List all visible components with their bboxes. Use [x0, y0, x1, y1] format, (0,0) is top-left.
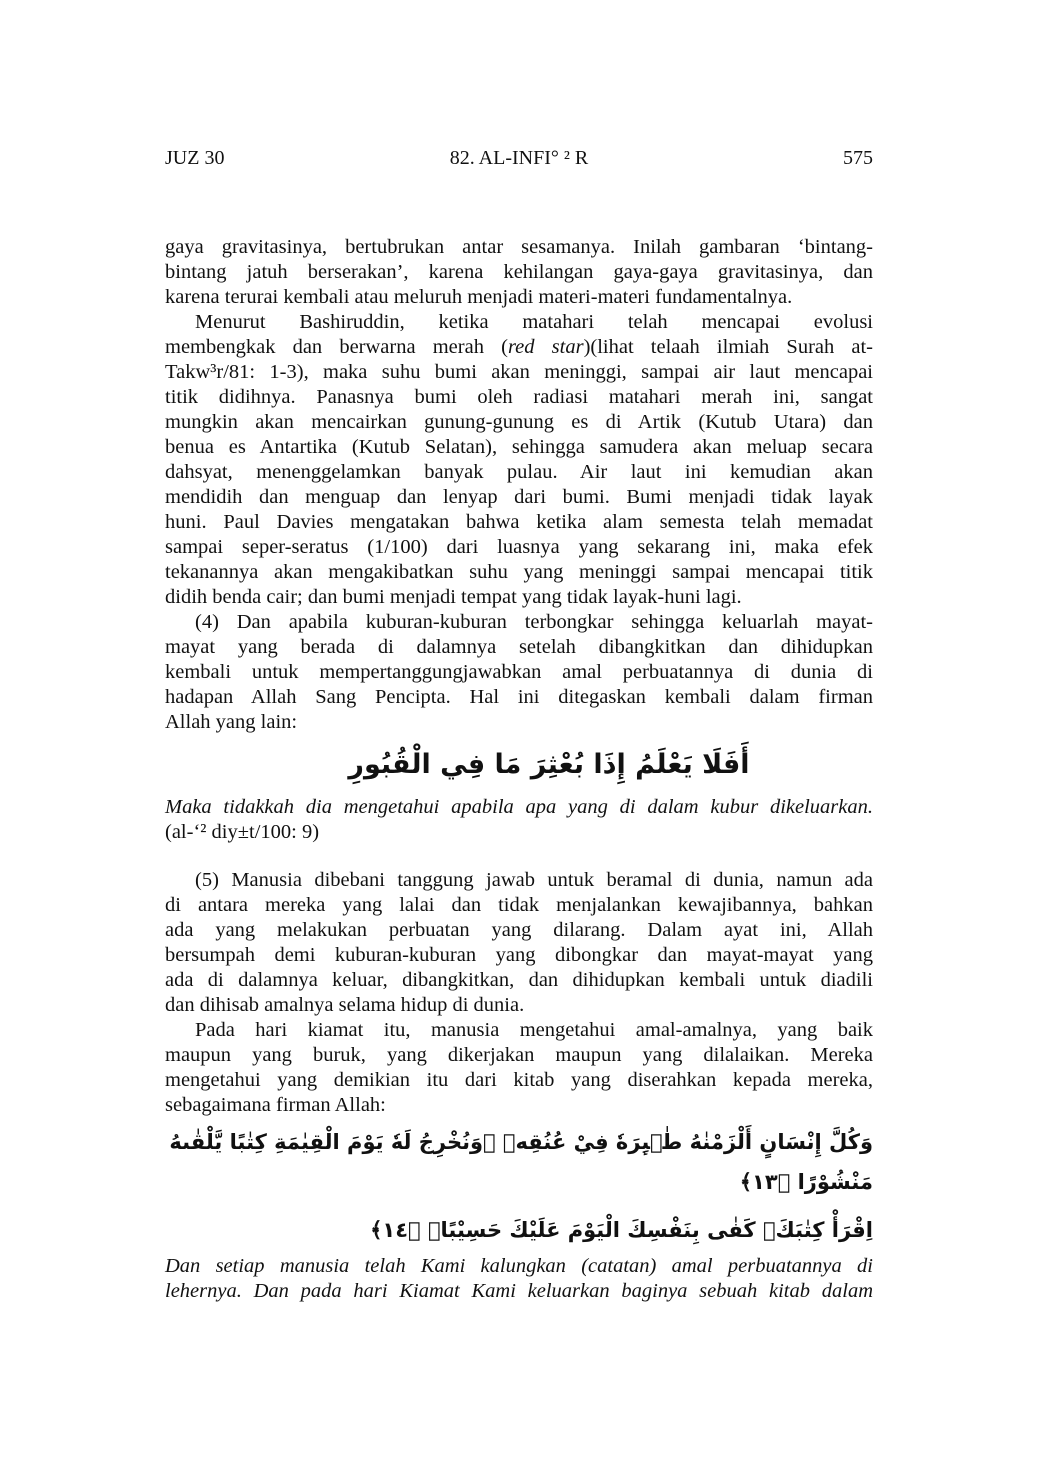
text-line — [165, 335, 873, 360]
body-text — [165, 235, 873, 1304]
text-line: ada yang melakukan perbuatan yang dilarang. Dalam ayat ini, Allah — [165, 919, 873, 941]
text-line: maupun yang buruk, yang dikerjakan maupun yang dilalaikan. Mereka — [165, 1044, 873, 1066]
text-line: (4) Dan apabila kuburan-kuburan terbongkar sehingga keluarlah mayat- — [195, 611, 873, 633]
text-line — [165, 1254, 873, 1279]
text-line: hadapan Allah Sang Pencipta. Hal ini ditegaskan kembali dalam firman — [165, 686, 873, 708]
text-line: di antara mereka yang lalai dan tidak menjalankan kewajibannya, bahkan — [165, 894, 873, 916]
text-line: sebagaimana firman Allah: — [165, 1094, 386, 1116]
text-line: bintang jatuh berserakan’, karena kehilangan gaya-gaya gravitasinya, dan — [165, 261, 873, 283]
text-line: ada di dalamnya keluar, dibangkitkan, dan dihidupkan kembali untuk diadili — [165, 969, 873, 991]
arabic-verse-line: اِقْرَأْ كِتٰبَكَۗ كَفٰى بِنَفْسِكَ الْيَوْمَ عَلَيْكَ حَسِيْبًاۗ ﴿١٤﴾ — [370, 1218, 873, 1242]
text-line: tekanannya akan mengakibatkan suhu yang meninggi sampai mencapai titik — [165, 561, 873, 583]
italic-text: red star — [507, 336, 584, 358]
paragraph — [165, 610, 873, 735]
paragraph — [165, 868, 873, 1018]
text-segment: )(lihat telaah ilmiah Surah at- — [583, 336, 874, 358]
header-juz: JUZ 30 — [165, 147, 225, 169]
arabic-verse — [165, 735, 873, 795]
text-line: karena terurai kembali atau meluruh menjadi materi-materi fundamentalnya. — [165, 286, 793, 308]
text-line: mayat yang berada di dalamnya setelah dibangkitkan dan dihidupkan — [165, 636, 873, 658]
italic-text: Dan setiap manusia telah Kami kalungkan (catatan) amal perbuatannya di — [165, 1255, 873, 1277]
text-line: mengetahui yang demikian itu dari kitab yang diserahkan kepada mereka, — [165, 1069, 873, 1091]
text-segment: membengkak dan berwarna merah ( — [165, 336, 508, 358]
text-line: gaya gravitasinya, bertubrukan antar sesamanya. Inilah gambaran ‘bintang- — [165, 236, 873, 258]
paragraph — [165, 235, 873, 310]
text-line: didih benda cair; dan bumi menjadi tempat yang tidak layak-huni lagi. — [165, 586, 742, 608]
text-line: Allah yang lain: — [165, 711, 298, 733]
text-line: (al-‘² diy±t/100: 9) — [165, 821, 320, 843]
arabic-verse — [165, 1118, 873, 1254]
text-line: Pada hari kiamat itu, manusia mengetahui amal-amalnya, yang baik — [195, 1019, 873, 1041]
text-line: kembali untuk mempertanggungjawabkan amal perbuatannya di dunia di — [165, 661, 873, 683]
text-line: (5) Manusia dibebani tanggung jawab untuk beramal di dunia, namun ada — [195, 869, 873, 891]
text-line — [165, 1279, 873, 1304]
text-line: titik didihnya. Panasnya bumi oleh radiasi matahari merah ini, sangat — [165, 386, 873, 408]
text-line: bersumpah demi kuburan-kuburan yang dibongkar dan mayat-mayat yang — [165, 944, 873, 966]
text-line: Takw³r/81: 1-3), maka suhu bumi akan meninggi, sampai air laut mencapai — [165, 361, 873, 383]
text-line: mungkin akan mencairkan gunung-gunung es di Artik (Kutub Utara) dan — [165, 411, 873, 433]
text-line: benua es Antartika (Kutub Selatan), sehingga samudera akan meluap secara — [165, 436, 873, 458]
arabic-verse-line: وَكُلَّ إِنْسَانٍ أَلْزَمْنٰهُ طٰۤىِٕرَهٗ فِيْ عُنُقِهٖ ۗوَنُخْرِجُ لَهٗ يَوْمَ الْقِيٰمَةِ كِتٰبًا يَّلْقٰىهُ مَنْشُوْرًا ﴿١٣﴾ — [169, 1130, 873, 1194]
text-line: dan dihisab amalnya selama hidup di dunia. — [165, 994, 525, 1016]
text-line — [165, 795, 873, 820]
text-line: huni. Paul Davies mengatakan bahwa ketika alam semesta telah memadat — [165, 511, 873, 533]
paragraph — [165, 1254, 873, 1304]
header-surah: 82. AL-INFI° ² R — [449, 147, 589, 169]
spacer — [165, 845, 873, 868]
arabic-verse-line: أَفَلَا يَعْلَمُ إِذَا بُعْثِرَ مَا فِي الْقُبُورِ — [348, 749, 750, 780]
text-line: Menurut Bashiruddin, ketika matahari telah mencapai evolusi — [195, 311, 873, 333]
text-line: sampai seper-seratus (1/100) dari luasnya yang sekarang ini, maka efek — [165, 536, 873, 558]
paragraph — [165, 795, 873, 845]
text-line: mendidih dan menguap dan lenyap dari bumi. Bumi menjadi tidak layak — [165, 486, 873, 508]
paragraph — [165, 1018, 873, 1118]
text-line: dahsyat, menenggelamkan banyak pulau. Air laut ini kemudian akan — [165, 461, 873, 483]
header-page-number: 575 — [843, 147, 873, 169]
italic-text: Maka tidakkah dia mengetahui apabila apa yang di dalam kubur dikeluarkan. — [165, 796, 873, 818]
italic-text: lehernya. Dan pada hari Kiamat Kami keluarkan baginya sebuah kitab dalam — [165, 1280, 873, 1302]
paragraph — [165, 310, 873, 610]
